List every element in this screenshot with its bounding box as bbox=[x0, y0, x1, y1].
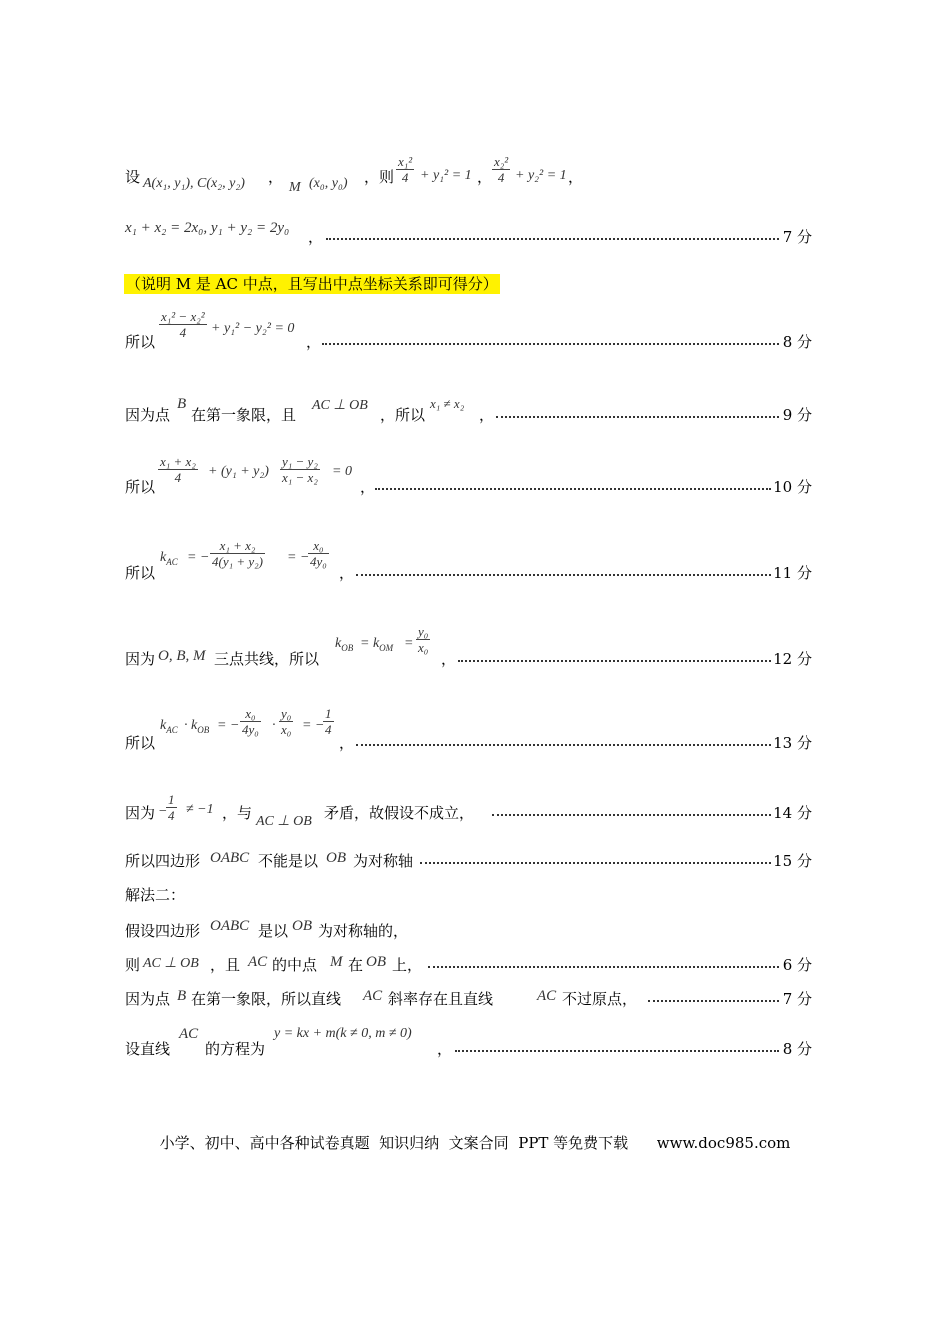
text: 因为点 bbox=[125, 990, 171, 1008]
math: + (y₁ + y₂) bbox=[208, 464, 269, 479]
leader-dots bbox=[455, 1050, 779, 1052]
denominator: 4y₀ bbox=[242, 722, 259, 737]
fraction bbox=[323, 706, 334, 737]
line-13 bbox=[0, 914, 950, 954]
fraction bbox=[280, 454, 320, 485]
denominator: 4 bbox=[168, 808, 175, 823]
line-16 bbox=[0, 1020, 950, 1060]
math bbox=[184, 718, 209, 738]
leader-dots bbox=[458, 660, 771, 662]
math: + y₂² = 1 bbox=[515, 168, 567, 183]
k-symbol: k bbox=[160, 718, 167, 733]
leader-dots bbox=[428, 966, 779, 968]
leader-dots bbox=[375, 488, 771, 490]
fraction bbox=[240, 706, 261, 737]
denominator: 4 bbox=[396, 169, 414, 185]
denominator: x₀ bbox=[418, 640, 429, 655]
text: 是以 bbox=[258, 922, 289, 940]
math: + y₁² = 1 bbox=[420, 168, 472, 183]
footer-text: 小学、初中、高中各种试卷真题 知识归纳 文案合同 PPT 等免费下载 www.doc985.com bbox=[159, 1134, 791, 1152]
text: ，则 bbox=[364, 168, 395, 186]
denominator: 4 bbox=[158, 469, 198, 485]
math: = − bbox=[302, 718, 325, 733]
subscript: OB bbox=[341, 642, 354, 653]
denominator: 4(y₁ + y₂) bbox=[212, 554, 264, 569]
text: 所以 bbox=[125, 478, 156, 496]
math: AC ⊥ OB bbox=[143, 956, 199, 971]
text: ， bbox=[360, 478, 376, 496]
math bbox=[160, 718, 178, 738]
math: AC bbox=[179, 1026, 199, 1042]
text: 所以 bbox=[125, 734, 156, 752]
text: 因为 bbox=[125, 804, 156, 822]
score: 13 分 bbox=[773, 734, 812, 752]
text: 在第一象限，所以直线 bbox=[191, 990, 342, 1008]
fraction bbox=[396, 154, 414, 185]
math: = − bbox=[217, 718, 240, 733]
math: O, B, M bbox=[158, 648, 206, 664]
subscript: OM bbox=[379, 642, 394, 653]
text: ， bbox=[441, 650, 457, 668]
line-5 bbox=[0, 392, 950, 432]
numerator: 1 bbox=[325, 706, 332, 721]
text: 斜率存在且直线 bbox=[388, 990, 494, 1008]
text: 则 bbox=[125, 956, 141, 974]
text: ，与 bbox=[222, 804, 253, 822]
text: 所以 bbox=[125, 564, 156, 582]
leader-dots bbox=[326, 238, 779, 240]
highlight-note: （说明 M 是 AC 中点，且写出中点坐标关系即可得分） bbox=[126, 275, 498, 293]
score: 8 分 bbox=[782, 1040, 812, 1058]
line-15 bbox=[0, 984, 950, 1024]
score: 11 分 bbox=[773, 564, 812, 582]
math: AC bbox=[248, 954, 268, 970]
text: 矛盾，故假设不成立， bbox=[324, 804, 475, 822]
score: 14 分 bbox=[773, 804, 812, 822]
math: M bbox=[289, 180, 301, 195]
fraction bbox=[279, 706, 293, 737]
text: 设直线 bbox=[125, 1040, 171, 1058]
text: 不过原点， bbox=[562, 990, 638, 1008]
line-4 bbox=[0, 305, 950, 351]
leader-dots bbox=[356, 744, 771, 746]
text: 所以四边形 bbox=[125, 852, 201, 870]
text: 解法二： bbox=[125, 886, 186, 904]
denominator: 4y₀ bbox=[310, 554, 327, 569]
line-3 bbox=[0, 268, 950, 308]
text: 因为 bbox=[125, 650, 156, 668]
math bbox=[360, 636, 393, 656]
math: OB bbox=[326, 850, 346, 866]
numerator: x₁ + x₂ bbox=[219, 538, 256, 553]
math bbox=[160, 550, 178, 570]
score: 7 分 bbox=[782, 228, 812, 246]
denominator: 4 bbox=[492, 169, 510, 185]
fraction bbox=[492, 154, 510, 185]
text: ， bbox=[477, 168, 493, 186]
math: OB bbox=[366, 954, 386, 970]
text: 的方程为 bbox=[205, 1040, 266, 1058]
math: AC ⊥ OB bbox=[312, 398, 368, 413]
k-symbol: k bbox=[335, 636, 342, 651]
score: 7 分 bbox=[782, 990, 812, 1008]
text: ， bbox=[568, 168, 584, 186]
text: ， bbox=[437, 1040, 453, 1058]
line-6 bbox=[0, 452, 950, 496]
math: = − bbox=[187, 550, 210, 565]
line-10 bbox=[0, 788, 950, 828]
math: ≠ −1 bbox=[186, 802, 214, 817]
numerator: y₀ bbox=[281, 706, 292, 721]
score: 15 分 bbox=[773, 852, 812, 870]
math: = 0 bbox=[332, 464, 352, 479]
leader-dots bbox=[496, 416, 779, 418]
numerator: x₁² bbox=[398, 154, 413, 169]
leader-dots bbox=[492, 814, 771, 816]
subscript: AC bbox=[166, 556, 178, 567]
math: OABC bbox=[210, 850, 250, 866]
score: 10 分 bbox=[773, 478, 812, 496]
leader-dots bbox=[648, 1000, 779, 1002]
fraction bbox=[308, 538, 329, 569]
text: 因为点 bbox=[125, 406, 171, 424]
numerator: x₁² − x₂² bbox=[161, 309, 205, 324]
leader-dots bbox=[420, 862, 771, 864]
numerator: y₀ bbox=[418, 624, 429, 639]
text: 为对称轴的， bbox=[318, 922, 409, 940]
numerator: x₂² bbox=[494, 154, 509, 169]
line-9 bbox=[0, 706, 950, 752]
k-symbol: k bbox=[160, 550, 167, 565]
math: AC ⊥ OB bbox=[256, 814, 312, 829]
math bbox=[335, 636, 353, 656]
fraction bbox=[416, 624, 430, 655]
text: 上， bbox=[392, 956, 423, 974]
math: · bbox=[272, 718, 276, 733]
score: 9 分 bbox=[782, 406, 812, 424]
text: ， bbox=[306, 333, 322, 351]
leader-dots bbox=[322, 343, 779, 345]
math: AC bbox=[537, 988, 557, 1004]
fraction bbox=[158, 454, 198, 485]
math: y = kx + m(k ≠ 0, m ≠ 0) bbox=[274, 1026, 412, 1041]
text: 假设四边形 bbox=[125, 922, 201, 940]
line-8 bbox=[0, 622, 950, 668]
denominator: 4 bbox=[159, 324, 207, 340]
text: ， bbox=[308, 228, 324, 246]
denominator: x₀ bbox=[281, 722, 292, 737]
math: B bbox=[177, 988, 187, 1004]
leader-dots bbox=[356, 574, 771, 576]
score: 8 分 bbox=[782, 333, 812, 351]
numerator: x₀ bbox=[313, 538, 324, 553]
fraction bbox=[159, 309, 207, 340]
numerator: x₀ bbox=[245, 706, 256, 721]
text: ， bbox=[479, 406, 495, 424]
math: M bbox=[330, 954, 343, 970]
text: ，所以 bbox=[380, 406, 426, 424]
text: 设 bbox=[125, 168, 141, 186]
text: ， bbox=[339, 564, 355, 582]
text: 的中点 bbox=[272, 956, 318, 974]
text: 不能是以 bbox=[258, 852, 319, 870]
page-footer bbox=[0, 1132, 950, 1153]
subscript: AC bbox=[166, 724, 178, 735]
fraction bbox=[210, 538, 265, 569]
subscript: OB bbox=[197, 724, 210, 735]
math: (x₀, y₀) bbox=[309, 176, 348, 191]
math: x₁ + x₂ = 2x₀, y₁ + y₂ = 2y₀ bbox=[125, 220, 290, 236]
line-1 bbox=[0, 150, 950, 195]
score: 6 分 bbox=[782, 956, 812, 974]
text: 三点共线，所以 bbox=[214, 650, 320, 668]
numerator: y₁ − y₂ bbox=[282, 454, 318, 469]
text: 在 bbox=[348, 956, 364, 974]
text: 所以 bbox=[125, 333, 156, 351]
math: A(x₁, y₁), C(x₂, y₂) bbox=[143, 176, 245, 191]
k-symbol: = k bbox=[360, 636, 380, 651]
math: AC bbox=[363, 988, 383, 1004]
text: 为对称轴 bbox=[353, 852, 414, 870]
line-7 bbox=[0, 536, 950, 582]
text: ， bbox=[339, 734, 355, 752]
numerator: x₁ + x₂ bbox=[160, 454, 196, 469]
score: 12 分 bbox=[773, 650, 812, 668]
math: OABC bbox=[210, 918, 250, 934]
math: x₁ ≠ x₂ bbox=[430, 396, 465, 411]
text: ，且 bbox=[210, 956, 241, 974]
math: = − bbox=[287, 550, 310, 565]
numerator: 1 bbox=[168, 792, 175, 807]
math: + y₁² − y₂² = 0 bbox=[211, 321, 295, 336]
denominator: x₁ − x₂ bbox=[282, 470, 318, 485]
math: B bbox=[177, 396, 187, 412]
text: ， bbox=[268, 168, 284, 186]
math: = bbox=[404, 636, 414, 651]
math: OB bbox=[292, 918, 312, 934]
denominator: 4 bbox=[325, 722, 332, 737]
text: 在第一象限，且 bbox=[191, 406, 297, 424]
k-symbol: · k bbox=[184, 718, 198, 733]
line-2 bbox=[0, 214, 950, 254]
fraction bbox=[166, 792, 177, 823]
math: − bbox=[158, 804, 168, 819]
